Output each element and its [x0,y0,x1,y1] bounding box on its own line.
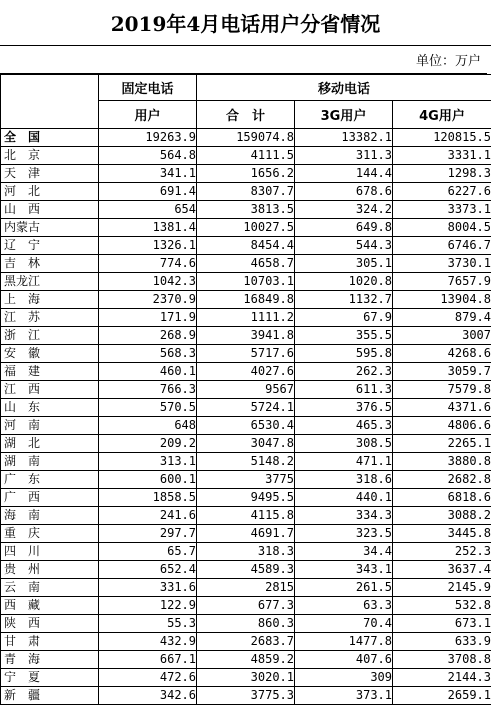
mobile-3g-cell: 13382.1 [295,129,393,147]
fixed-users-cell: 600.1 [99,471,197,489]
fixed-users-cell: 1381.4 [99,219,197,237]
mobile-3g-cell: 309 [295,669,393,687]
province-cell: 江 西 [1,381,99,399]
mobile-4g-cell: 252.3 [393,543,491,561]
mobile-3g-cell: 144.4 [295,165,393,183]
mobile-total-cell: 3775 [197,471,295,489]
province-cell: 吉 林 [1,255,99,273]
mobile-4g-cell: 7579.8 [393,381,491,399]
mobile-total-cell: 5724.1 [197,399,295,417]
mobile-total-cell: 4658.7 [197,255,295,273]
fixed-users-cell: 171.9 [99,309,197,327]
mobile-total-cell: 9495.5 [197,489,295,507]
province-cell: 天 津 [1,165,99,183]
mobile-4g-cell: 673.1 [393,615,491,633]
mobile-4g-cell: 4371.6 [393,399,491,417]
mobile-3g-cell: 323.5 [295,525,393,543]
fixed-users-cell: 297.7 [99,525,197,543]
mobile-total-cell: 5148.2 [197,453,295,471]
mobile-total-cell: 3813.5 [197,201,295,219]
table-row [1,651,491,669]
mobile-4g-cell: 3637.4 [393,561,491,579]
province-cell: 辽 宁 [1,237,99,255]
mobile-3g-cell: 373.1 [295,687,393,705]
province-cell: 安 徽 [1,345,99,363]
mobile-4g-cell: 2144.3 [393,669,491,687]
mobile-4g-cell: 3445.8 [393,525,491,543]
fixed-users-cell: 667.1 [99,651,197,669]
table-row [1,147,491,165]
fixed-users-cell: 654 [99,201,197,219]
mobile-total-cell: 9567 [197,381,295,399]
table-row [1,669,491,687]
province-cell: 湖 北 [1,435,99,453]
province-cell: 江 苏 [1,309,99,327]
header-mobile-3g: 3G用户 [295,101,393,129]
unit-label: 单位：万户 [0,46,487,74]
province-cell: 山 东 [1,399,99,417]
mobile-total-cell: 3941.8 [197,327,295,345]
mobile-3g-cell: 343.1 [295,561,393,579]
mobile-4g-cell: 3373.1 [393,201,491,219]
mobile-total-cell: 4115.8 [197,507,295,525]
province-cell: 贵 州 [1,561,99,579]
mobile-total-cell: 860.3 [197,615,295,633]
mobile-total-cell: 3047.8 [197,435,295,453]
fixed-users-cell: 460.1 [99,363,197,381]
fixed-users-cell: 1858.5 [99,489,197,507]
fixed-users-cell: 652.4 [99,561,197,579]
mobile-3g-cell: 324.2 [295,201,393,219]
mobile-3g-cell: 376.5 [295,399,393,417]
table-row [1,165,491,183]
mobile-3g-cell: 311.3 [295,147,393,165]
fixed-users-cell: 342.6 [99,687,197,705]
fixed-users-cell: 568.3 [99,345,197,363]
province-cell: 黑龙江 [1,273,99,291]
mobile-3g-cell: 407.6 [295,651,393,669]
mobile-4g-cell: 3708.8 [393,651,491,669]
mobile-4g-cell: 13904.8 [393,291,491,309]
header-fixed-users: 用户 [99,101,197,129]
fixed-users-cell: 65.7 [99,543,197,561]
province-cell: 重 庆 [1,525,99,543]
header-mobile-4g: 4G用户 [393,101,491,129]
province-cell: 云 南 [1,579,99,597]
mobile-total-cell: 159074.8 [197,129,295,147]
mobile-3g-cell: 67.9 [295,309,393,327]
fixed-users-cell: 1042.3 [99,273,197,291]
mobile-total-cell: 16849.8 [197,291,295,309]
mobile-4g-cell: 6818.6 [393,489,491,507]
table-row [1,633,491,651]
mobile-total-cell: 2815 [197,579,295,597]
mobile-3g-cell: 1020.8 [295,273,393,291]
province-cell: 广 东 [1,471,99,489]
province-cell: 陕 西 [1,615,99,633]
table-row [1,201,491,219]
mobile-3g-cell: 63.3 [295,597,393,615]
table-row [1,237,491,255]
mobile-4g-cell: 6746.7 [393,237,491,255]
mobile-4g-cell: 3007 [393,327,491,345]
fixed-users-cell: 313.1 [99,453,197,471]
mobile-3g-cell: 544.3 [295,237,393,255]
fixed-users-cell: 1326.1 [99,237,197,255]
mobile-total-cell: 318.3 [197,543,295,561]
fixed-users-cell: 648 [99,417,197,435]
table-row [1,273,491,291]
mobile-3g-cell: 595.8 [295,345,393,363]
mobile-total-cell: 1656.2 [197,165,295,183]
fixed-users-cell: 19263.9 [99,129,197,147]
mobile-3g-cell: 318.6 [295,471,393,489]
table-row [1,381,491,399]
mobile-4g-cell: 532.8 [393,597,491,615]
table-row [1,453,491,471]
fixed-users-cell: 691.4 [99,183,197,201]
mobile-total-cell: 6530.4 [197,417,295,435]
mobile-total-cell: 4859.2 [197,651,295,669]
mobile-total-cell: 4027.6 [197,363,295,381]
table-row [1,597,491,615]
mobile-3g-cell: 334.3 [295,507,393,525]
mobile-total-cell: 4589.3 [197,561,295,579]
fixed-users-cell: 241.6 [99,507,197,525]
mobile-total-cell: 8454.4 [197,237,295,255]
mobile-4g-cell: 3331.1 [393,147,491,165]
mobile-total-cell: 10703.1 [197,273,295,291]
mobile-4g-cell: 3730.1 [393,255,491,273]
table-row [1,417,491,435]
province-cell: 福 建 [1,363,99,381]
mobile-total-cell: 677.3 [197,597,295,615]
mobile-4g-cell: 2659.1 [393,687,491,705]
mobile-3g-cell: 611.3 [295,381,393,399]
fixed-users-cell: 341.1 [99,165,197,183]
province-cell: 全 国 [1,129,99,147]
table-row [1,471,491,489]
header-corner-cell [1,75,99,101]
table-row [1,489,491,507]
mobile-3g-cell: 649.8 [295,219,393,237]
header-row-group [1,75,491,101]
mobile-4g-cell: 3088.2 [393,507,491,525]
fixed-users-cell: 432.9 [99,633,197,651]
mobile-3g-cell: 1477.8 [295,633,393,651]
table-row-total [1,129,491,147]
table-row [1,219,491,237]
mobile-3g-cell: 355.5 [295,327,393,345]
mobile-total-cell: 1111.2 [197,309,295,327]
mobile-total-cell: 5717.6 [197,345,295,363]
mobile-total-cell: 3020.1 [197,669,295,687]
table-row [1,579,491,597]
table-row [1,399,491,417]
mobile-total-cell: 4111.5 [197,147,295,165]
mobile-4g-cell: 3880.8 [393,453,491,471]
mobile-4g-cell: 633.9 [393,633,491,651]
fixed-users-cell: 55.3 [99,615,197,633]
mobile-total-cell: 4691.7 [197,525,295,543]
mobile-3g-cell: 440.1 [295,489,393,507]
table-row [1,255,491,273]
province-cell: 内蒙古 [1,219,99,237]
table-title: 2019年4月电话用户分省情况 [0,0,491,46]
mobile-total-cell: 8307.7 [197,183,295,201]
fixed-users-cell: 564.8 [99,147,197,165]
table-row [1,309,491,327]
province-cell: 甘 肃 [1,633,99,651]
province-cell: 浙 江 [1,327,99,345]
mobile-3g-cell: 70.4 [295,615,393,633]
mobile-4g-cell: 2682.8 [393,471,491,489]
mobile-total-cell: 3775.3 [197,687,295,705]
table-row [1,327,491,345]
mobile-4g-cell: 879.4 [393,309,491,327]
mobile-4g-cell: 120815.5 [393,129,491,147]
mobile-4g-cell: 2265.1 [393,435,491,453]
mobile-3g-cell: 1132.7 [295,291,393,309]
province-cell: 海 南 [1,507,99,525]
fixed-users-cell: 122.9 [99,597,197,615]
header-mobile-group: 移动电话 [197,75,491,101]
mobile-total-cell: 10027.5 [197,219,295,237]
province-cell: 上 海 [1,291,99,309]
fixed-users-cell: 209.2 [99,435,197,453]
table-row [1,435,491,453]
table-row [1,345,491,363]
mobile-3g-cell: 308.5 [295,435,393,453]
mobile-4g-cell: 6227.6 [393,183,491,201]
fixed-users-cell: 766.3 [99,381,197,399]
table-row [1,291,491,309]
province-cell: 四 川 [1,543,99,561]
fixed-users-cell: 331.6 [99,579,197,597]
fixed-users-cell: 570.5 [99,399,197,417]
table-row [1,525,491,543]
mobile-3g-cell: 262.3 [295,363,393,381]
mobile-4g-cell: 7657.9 [393,273,491,291]
header-corner-cell-lower [1,101,99,129]
province-cell: 湖 南 [1,453,99,471]
header-mobile-total: 合 计 [197,101,295,129]
mobile-4g-cell: 1298.3 [393,165,491,183]
province-cell: 山 西 [1,201,99,219]
table-row [1,363,491,381]
mobile-3g-cell: 471.1 [295,453,393,471]
table-row [1,507,491,525]
mobile-4g-cell: 2145.9 [393,579,491,597]
fixed-users-cell: 268.9 [99,327,197,345]
data-table [0,74,491,705]
fixed-users-cell: 472.6 [99,669,197,687]
table-row [1,543,491,561]
province-cell: 青 海 [1,651,99,669]
mobile-4g-cell: 8004.5 [393,219,491,237]
header-fixed-group: 固定电话 [99,75,197,101]
province-cell: 河 北 [1,183,99,201]
mobile-4g-cell: 4268.6 [393,345,491,363]
province-cell: 广 西 [1,489,99,507]
province-cell: 北 京 [1,147,99,165]
mobile-3g-cell: 34.4 [295,543,393,561]
mobile-total-cell: 2683.7 [197,633,295,651]
fixed-users-cell: 774.6 [99,255,197,273]
province-cell: 宁 夏 [1,669,99,687]
province-cell: 西 藏 [1,597,99,615]
mobile-3g-cell: 465.3 [295,417,393,435]
mobile-3g-cell: 305.1 [295,255,393,273]
table-row [1,183,491,201]
mobile-4g-cell: 3059.7 [393,363,491,381]
fixed-users-cell: 2370.9 [99,291,197,309]
mobile-3g-cell: 261.5 [295,579,393,597]
table-row [1,687,491,705]
province-cell: 新 疆 [1,687,99,705]
mobile-3g-cell: 678.6 [295,183,393,201]
table-row [1,615,491,633]
table-row [1,561,491,579]
province-cell: 河 南 [1,417,99,435]
mobile-4g-cell: 4806.6 [393,417,491,435]
header-row-sub [1,101,491,129]
